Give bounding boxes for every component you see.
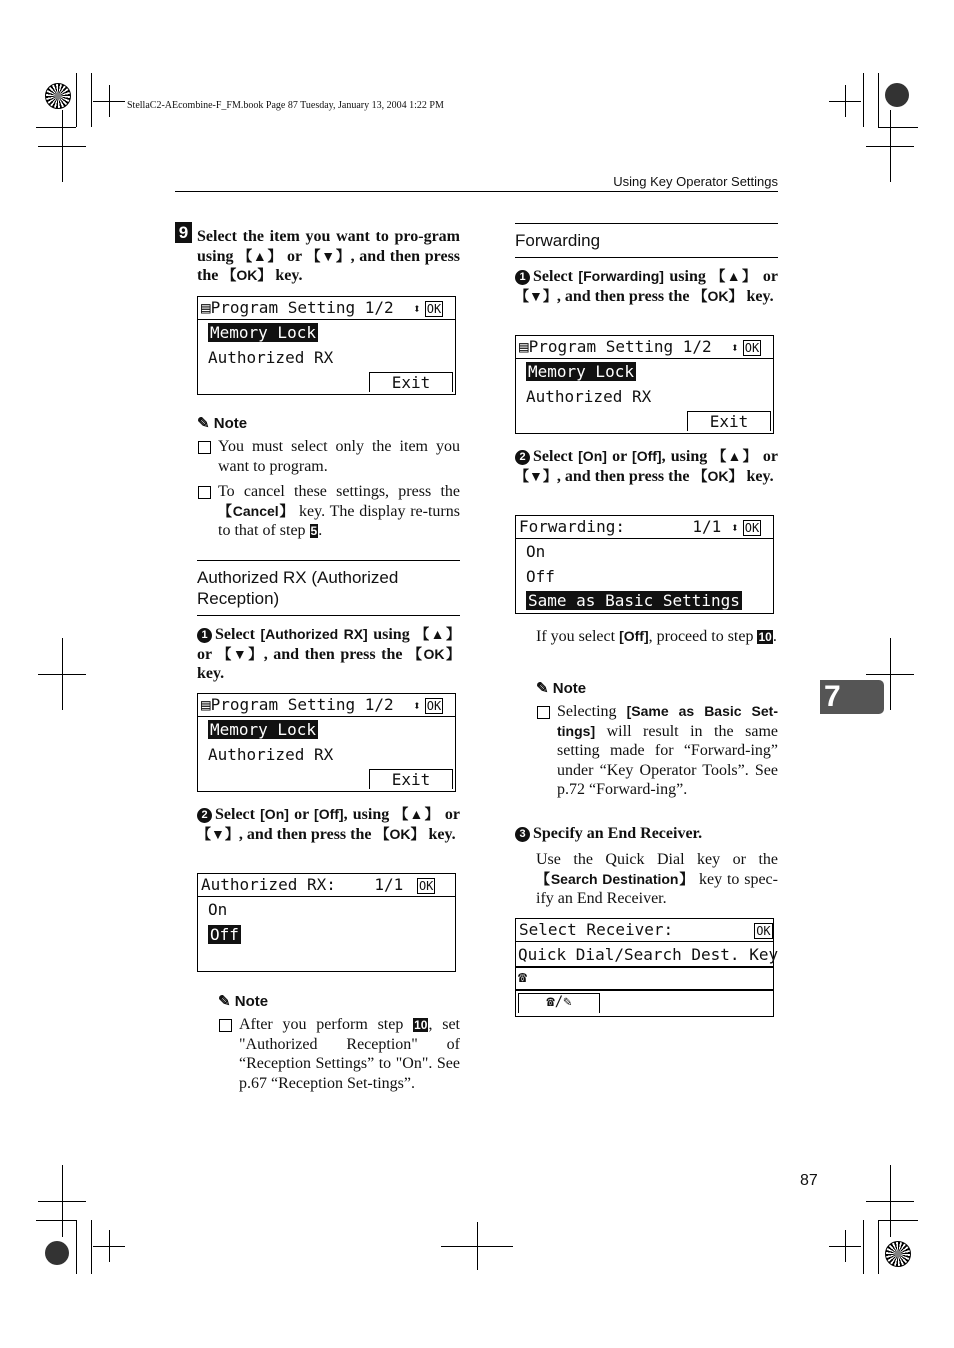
- file-info: StellaC2-AEcombine-F_FM.book Page 87 Tuesday, January 13, 2004 1:22 PM: [127, 100, 444, 111]
- lcd-program-setting: [197, 296, 456, 395]
- lcd-program-setting: [515, 335, 774, 434]
- lcd-selected-row[interactable]: Memory Lock: [210, 720, 316, 739]
- lcd-row-on[interactable]: On: [526, 542, 546, 561]
- exit-button[interactable]: Exit: [369, 372, 453, 392]
- body-text: If you select [Off], proceed to step 10.: [536, 628, 777, 645]
- lcd-select-receiver: [515, 918, 779, 1017]
- lcd-row[interactable]: Quick Dial/Search Dest. Key: [518, 945, 779, 964]
- exit-button[interactable]: Exit: [369, 769, 453, 789]
- note-heading: ✎ Note: [197, 415, 248, 432]
- lcd-title: ▤Program Setting 1/2 ⬍ OK: [198, 297, 455, 320]
- substep-1: 1 Select [Forwarding] using 【▲】 or 【▼】, and then press the 【OK】 key.: [515, 268, 779, 305]
- note-item: Selecting [Same as Basic Set-tings] will result in the same setting made for “Forward-ing” under “Key Operator Tools”. See p.72 “Forward-ing”.: [557, 703, 778, 798]
- body-text: Use the Quick Dial key or the 【Search Destination】 key to spec-ify an End Receiver.: [536, 851, 778, 907]
- phone-icon: ☎: [518, 968, 528, 986]
- lcd-program-setting: [197, 693, 456, 792]
- substep-3: 3 Specify an End Receiver.: [515, 824, 778, 844]
- lcd-selected-row[interactable]: Memory Lock: [528, 362, 634, 381]
- lcd-authorized-rx: [197, 873, 456, 972]
- checkbox-bullet-icon: [219, 1019, 232, 1032]
- note-item: After you perform step 10, set "Authorized Reception" of “Reception Settings” to "On". See p.67 “Reception Set-tings”.: [239, 1016, 461, 1092]
- page-header: Using Key Operator Settings: [613, 174, 778, 189]
- lcd-row[interactable]: Authorized RX: [526, 387, 652, 406]
- chapter-tab: 7: [820, 680, 884, 714]
- lcd-title: Forwarding: 1/1 ⬍ OK: [516, 516, 773, 539]
- note-heading: ✎ Note: [536, 680, 587, 697]
- lcd-row-same-selected[interactable]: Same as Basic Settings: [528, 591, 740, 610]
- registration-spinner-icon: [45, 83, 71, 109]
- registration-spinner-icon: [885, 1241, 911, 1267]
- page-number: 87: [800, 1172, 818, 1189]
- section-title: Forwarding: [515, 231, 601, 250]
- exit-button[interactable]: Exit: [687, 411, 771, 431]
- registration-dot-icon: [885, 83, 909, 107]
- lcd-row[interactable]: Authorized RX: [208, 348, 334, 367]
- note-item: You must select only the item you want to program.: [218, 438, 460, 475]
- step-number: 9: [175, 222, 192, 243]
- substep-2: 2 Select [On] or [Off], using 【▲】 or 【▼】, and then press the 【OK】 key.: [515, 448, 778, 485]
- note-heading: ✎ Note: [218, 993, 269, 1010]
- lcd-row[interactable]: Authorized RX: [208, 745, 334, 764]
- lcd-row-off[interactable]: Off: [526, 567, 555, 586]
- lcd-row-on[interactable]: On: [208, 900, 228, 919]
- checkbox-bullet-icon: [537, 706, 550, 719]
- checkbox-bullet-icon: [198, 486, 211, 499]
- lcd-row-off-selected[interactable]: Off: [210, 925, 239, 944]
- lcd-title: ▤Program Setting 1/2 ⬍ OK: [516, 336, 773, 359]
- lcd-title: ▤Program Setting 1/2 ⬍ OK: [198, 694, 455, 717]
- lcd-forwarding: [515, 515, 774, 614]
- quick-dial-tab-icon[interactable]: ☎/✎: [518, 993, 600, 1013]
- header-rule: [175, 191, 778, 192]
- checkbox-bullet-icon: [198, 441, 211, 454]
- step-instruction: Select the item you want to pro-gram using 【▲】 or 【▼】, and then press the 【OK】 key.: [197, 228, 461, 284]
- substep-1: 1 Select [Authorized RX] using 【▲】 or 【▼】, and then press the 【OK】 key.: [197, 626, 461, 682]
- lcd-title: Authorized RX: 1/1 OK: [198, 874, 455, 897]
- note-item: To cancel these settings, press the 【Cancel】 key. The display re-turns to that of step 5.: [218, 483, 460, 539]
- substep-2: 2 Select [On] or [Off], using 【▲】 or 【▼】, and then press the 【OK】 key.: [197, 806, 460, 843]
- lcd-selected-row[interactable]: Memory Lock: [210, 323, 316, 342]
- section-title: Authorized RX (Authorized Reception): [197, 568, 399, 608]
- registration-dot-icon: [45, 1241, 69, 1265]
- lcd-title: Select Receiver: OK: [516, 919, 773, 942]
